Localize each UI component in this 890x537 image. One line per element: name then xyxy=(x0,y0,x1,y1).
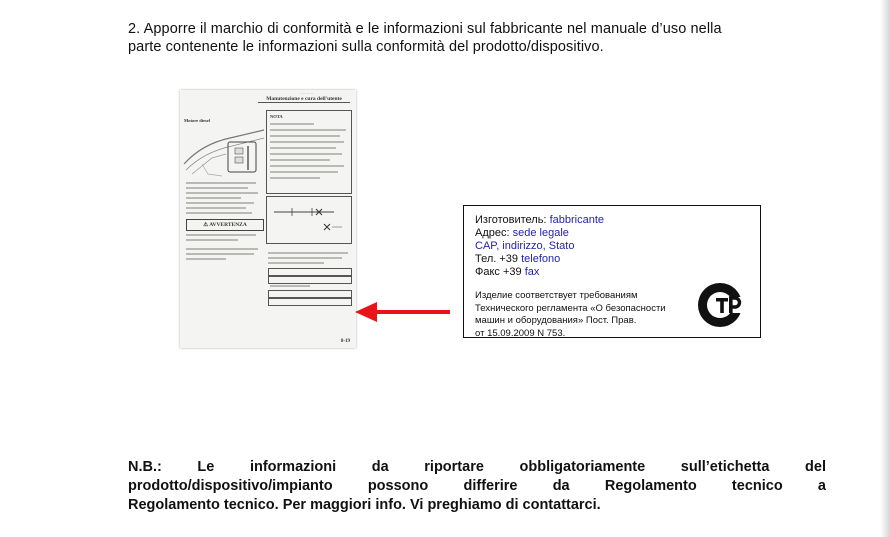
warning-triangle-icon: ⚠ xyxy=(203,222,209,228)
eac-ctr-mark-icon xyxy=(696,281,744,329)
page-edge-shadow xyxy=(880,0,890,537)
manual-text-line xyxy=(270,141,344,143)
manual-text-line xyxy=(270,153,342,155)
manual-header: Manutenzione e cura dell'utente xyxy=(258,96,350,103)
note-line-1: N.B.: Le informazioni da riportare obbligatoriamente sull’etichetta del xyxy=(128,459,826,475)
manual-text-line xyxy=(186,253,254,255)
manual-text-line xyxy=(186,212,252,214)
intro-line-2: parte contenente le informazioni sulla conformità del prodotto/dispositivo. xyxy=(128,39,604,55)
manual-text-line xyxy=(186,248,258,250)
intro-paragraph xyxy=(128,20,828,56)
phone-prefix: Тел. +39 xyxy=(475,253,519,265)
conformity-statement xyxy=(475,290,666,340)
dipstick-diagram-icon xyxy=(272,204,346,236)
manual-text-line xyxy=(270,129,346,131)
manual-text-line xyxy=(268,257,342,259)
manual-text-line xyxy=(186,182,256,184)
manual-note-title: NOTA xyxy=(270,114,283,119)
manufacturer-value: fabbricante xyxy=(549,214,604,226)
conformity-line-4: от 15.09.2009 N 753. xyxy=(475,327,566,339)
label-address-line2: CAP, indirizzo, Stato xyxy=(475,240,575,252)
label-phone-row xyxy=(475,253,560,266)
manual-text-line xyxy=(186,258,226,260)
manual-text-line xyxy=(270,135,340,137)
fax-prefix: Факс +39 xyxy=(475,266,522,278)
manual-page-number: 8-19 xyxy=(340,339,350,344)
note-paragraph xyxy=(128,458,826,515)
engine-illustration-icon xyxy=(182,124,266,180)
manual-page-image xyxy=(180,90,356,348)
manual-text-line xyxy=(270,159,330,161)
manufacturer-prefix: Изготовитель: xyxy=(475,214,547,226)
manual-warning-label: AVVERTENZA xyxy=(209,222,247,228)
conformity-line-2: Технического регламента «О безопасности xyxy=(475,302,666,314)
address-prefix: Адрес: xyxy=(475,227,510,239)
conformity-line-1: Изделие соответствует требованиям xyxy=(475,290,638,301)
label-address-row xyxy=(475,227,569,240)
label-fax-row xyxy=(475,266,539,279)
manual-text-line xyxy=(270,285,310,287)
manual-text-line xyxy=(270,177,320,179)
manufacturer-label-box xyxy=(463,205,761,338)
fax-value: fax xyxy=(524,266,540,278)
manual-text-line xyxy=(270,165,344,167)
manual-text-line xyxy=(186,187,248,189)
intro-line-1: 2. Apporre il marchio di conformità e le informazioni sul fabbricante nel manuale d’uso nella xyxy=(128,21,722,37)
manual-table-2-divider xyxy=(268,297,352,299)
note-line-2: prodotto/dispositivo/impianto possono differire da Regolamento tecnico a xyxy=(128,478,826,494)
manual-table-1-divider xyxy=(268,275,352,277)
manual-text-line xyxy=(268,262,324,264)
manual-running-head: ·········· xyxy=(300,91,314,96)
manual-warning-box xyxy=(186,219,264,231)
manual-section-label: Motore diesel xyxy=(184,118,211,123)
manual-text-line xyxy=(186,234,256,236)
label-manufacturer-row xyxy=(475,214,604,227)
manual-text-line xyxy=(186,197,241,199)
manual-text-line xyxy=(186,239,238,241)
note-line-3: Regolamento tecnico. Per maggiori info. Vi preghiamo di contattarci. xyxy=(128,497,601,513)
manual-text-line xyxy=(270,123,314,125)
red-arrow-icon xyxy=(355,299,451,325)
conformity-line-3: машин и оборудования» Пост. Прав. xyxy=(475,315,637,326)
manual-text-line xyxy=(270,171,338,173)
manual-text-line xyxy=(186,202,254,204)
address-value: sede legale xyxy=(512,227,569,239)
phone-value: telefono xyxy=(521,253,561,265)
manual-text-line xyxy=(186,192,258,194)
manual-text-line xyxy=(186,207,246,209)
manual-text-line xyxy=(268,252,348,254)
manual-text-line xyxy=(270,147,336,149)
